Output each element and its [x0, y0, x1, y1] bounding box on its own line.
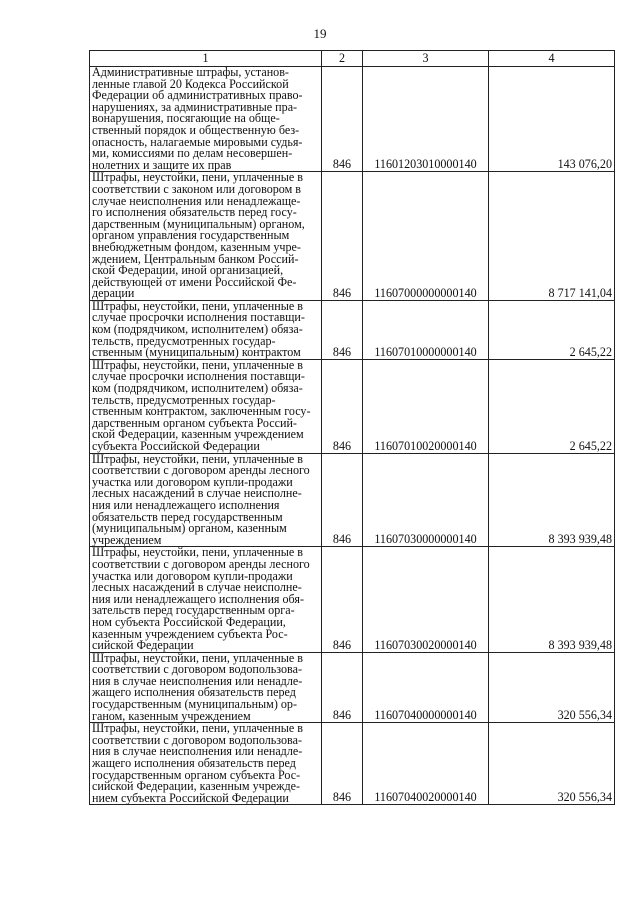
description-line: действующей от имени Российской Фе-	[92, 274, 297, 289]
description-line: субъекта Российской Федерации	[92, 439, 260, 453]
description-line: внебюджетным фондом, казенным учре-	[92, 239, 301, 254]
budget-classification-code: 11607040020000140	[363, 723, 489, 805]
description-line: Штрафы, неустойки, пени, уплаченные в	[92, 357, 303, 372]
description-line: жащего исполнения обязательств перед	[92, 756, 296, 771]
description-line: нолетних и защите их прав	[92, 157, 232, 172]
description-line: Штрафы, неустойки, пени, уплаченные в	[92, 451, 303, 466]
amount: 2 645,22	[489, 359, 615, 453]
description-line: ния в случае неисполнения или ненадле-	[92, 744, 303, 759]
description-line: соответствии с договором водопользова-	[92, 732, 303, 747]
description-line: ганом, казенным учреждением	[92, 708, 251, 723]
amount: 8 393 939,48	[489, 547, 615, 652]
description-line: ждением, Центральным банком Россий-	[92, 251, 299, 266]
description-line: ния или ненадлежащего исполнения	[92, 497, 280, 512]
description-line: случае просрочки исполнения поставщи-	[92, 310, 305, 325]
description-line: Штрафы, неустойки, пени, уплаченные в	[92, 650, 303, 665]
description-line: тельств, предусмотренных государ-	[92, 392, 276, 407]
description-line: случае неисполнения или ненадлежаще-	[92, 193, 301, 208]
admin-code: 846	[322, 67, 363, 172]
budget-classification-code: 11601203010000140	[363, 67, 489, 172]
amount: 2 645,22	[489, 300, 615, 359]
description-line: зательств перед государственным орга-	[92, 603, 295, 618]
description-line: дарственным органом субъекта Россий-	[92, 415, 297, 430]
table-row	[90, 67, 615, 172]
revenue-table	[89, 50, 615, 805]
table-row	[90, 172, 615, 301]
admin-code: 846	[322, 359, 363, 453]
description-line: ственный порядок и общественную без-	[92, 122, 300, 137]
table-row	[90, 300, 615, 359]
budget-classification-code: 11607040000000140	[363, 652, 489, 723]
description-line: сийской Федерации, казенным учрежде-	[92, 779, 301, 794]
budget-classification-code: 11607030000000140	[363, 453, 489, 547]
description-line: соответствии с договором аренды лесного	[92, 556, 310, 571]
description-line: жащего исполнения обязательств перед	[92, 685, 296, 700]
description-line: дарственным (муниципальным) органом,	[92, 216, 305, 231]
description-line: Штрафы, неустойки, пени, уплаченные в	[92, 545, 303, 560]
table-row	[90, 547, 615, 652]
admin-code: 846	[322, 453, 363, 547]
revenue-description	[90, 723, 322, 805]
admin-code: 846	[322, 300, 363, 359]
description-line: соответствии с законом или договором в	[92, 181, 302, 196]
table-row	[90, 359, 615, 453]
admin-code: 846	[322, 723, 363, 805]
revenue-description	[90, 67, 322, 172]
amount: 143 076,20	[489, 67, 615, 172]
description-line: дерации	[92, 286, 135, 301]
description-line: вонарушения, посягающие на обще-	[92, 111, 280, 126]
description-line: государственным (муниципальным) ор-	[92, 697, 298, 712]
description-line: ном субъекта Российской Федерации,	[92, 614, 286, 629]
description-line: ком (подрядчиком, исполнителем) обяза-	[92, 322, 303, 337]
revenue-description	[90, 652, 322, 723]
amount: 320 556,34	[489, 723, 615, 805]
revenue-description	[90, 453, 322, 547]
admin-code: 846	[322, 172, 363, 301]
description-line: Штрафы, неустойки, пени, уплаченные в	[92, 170, 303, 185]
column-4-header: 4	[489, 51, 615, 67]
budget-classification-code: 11607010020000140	[363, 359, 489, 453]
description-line: лесных насаждений в случае неисполне-	[92, 486, 302, 501]
description-line: опасность, налагаемые мировыми судья-	[92, 134, 303, 149]
description-line: Федерации об административных право-	[92, 88, 303, 103]
page-number: 19	[313, 26, 327, 41]
description-line: ской Федерации, иной организацией,	[92, 263, 284, 278]
description-line: органом управления государственным	[92, 228, 290, 243]
budget-classification-code: 11607010000000140	[363, 300, 489, 359]
table-row	[90, 723, 615, 805]
description-line: соответствии с договором аренды лесного	[92, 463, 310, 478]
description-line: тельств, предусмотренных государ-	[92, 333, 276, 348]
description-line: случае просрочки исполнения поставщи-	[92, 369, 305, 384]
description-line: ственным (муниципальным) контрактом	[92, 345, 301, 360]
description-line: учреждением	[92, 532, 162, 547]
description-line: ком (подрядчиком, исполнителем) обяза-	[92, 381, 303, 396]
budget-classification-code: 11607000000000140	[363, 172, 489, 301]
column-1-header: 1	[90, 51, 322, 67]
column-3-header: 3	[363, 51, 489, 67]
description-line: ской Федерации, казенным учреждением	[92, 427, 304, 442]
column-2-header: 2	[322, 51, 363, 67]
table-body	[90, 67, 615, 805]
amount: 8 717 141,04	[489, 172, 615, 301]
description-line: (муниципальным) органом, казенным	[92, 521, 287, 536]
description-line: ния или ненадлежащего исполнения обя-	[92, 591, 304, 606]
revenue-description	[90, 547, 322, 652]
description-line: ственным контрактом, заключенным госу-	[92, 404, 311, 419]
description-line: Штрафы, неустойки, пени, уплаченные в	[92, 721, 303, 736]
amount: 8 393 939,48	[489, 453, 615, 547]
description-line: ленные главой 20 Кодекса Российской	[92, 76, 289, 91]
description-line: сийской Федерации	[92, 638, 194, 653]
revenue-description	[90, 300, 322, 359]
description-line: Административные штрафы, установ-	[92, 65, 289, 79]
amount: 320 556,34	[489, 652, 615, 723]
admin-code: 846	[322, 547, 363, 652]
table-row	[90, 652, 615, 723]
revenue-description	[90, 172, 322, 301]
description-line: нием субъекта Российской Федерации	[92, 790, 289, 805]
description-line: участка или договором купли-продажи	[92, 568, 293, 583]
description-line: соответствии с договором водопользова-	[92, 662, 303, 677]
description-line: нарушениях, за административные пра-	[92, 99, 298, 114]
description-line: Штрафы, неустойки, пени, уплаченные в	[92, 298, 303, 313]
description-line: обязательств перед государственным	[92, 509, 283, 524]
description-line: участка или договором купли-продажи	[92, 474, 293, 489]
budget-classification-code: 11607030020000140	[363, 547, 489, 652]
admin-code: 846	[322, 652, 363, 723]
description-line: лесных насаждений в случае неисполне-	[92, 580, 302, 595]
revenue-description	[90, 359, 322, 453]
description-line: казенным учреждением субъекта Рос-	[92, 626, 288, 641]
description-line: государственным органом субъекта Рос-	[92, 767, 301, 782]
description-line: го исполнения обязательств перед госу-	[92, 205, 297, 220]
description-line: ми, комиссиями по делам несовершен-	[92, 146, 293, 161]
description-line: ния в случае неисполнения или ненадле-	[92, 673, 303, 688]
table-row	[90, 453, 615, 547]
